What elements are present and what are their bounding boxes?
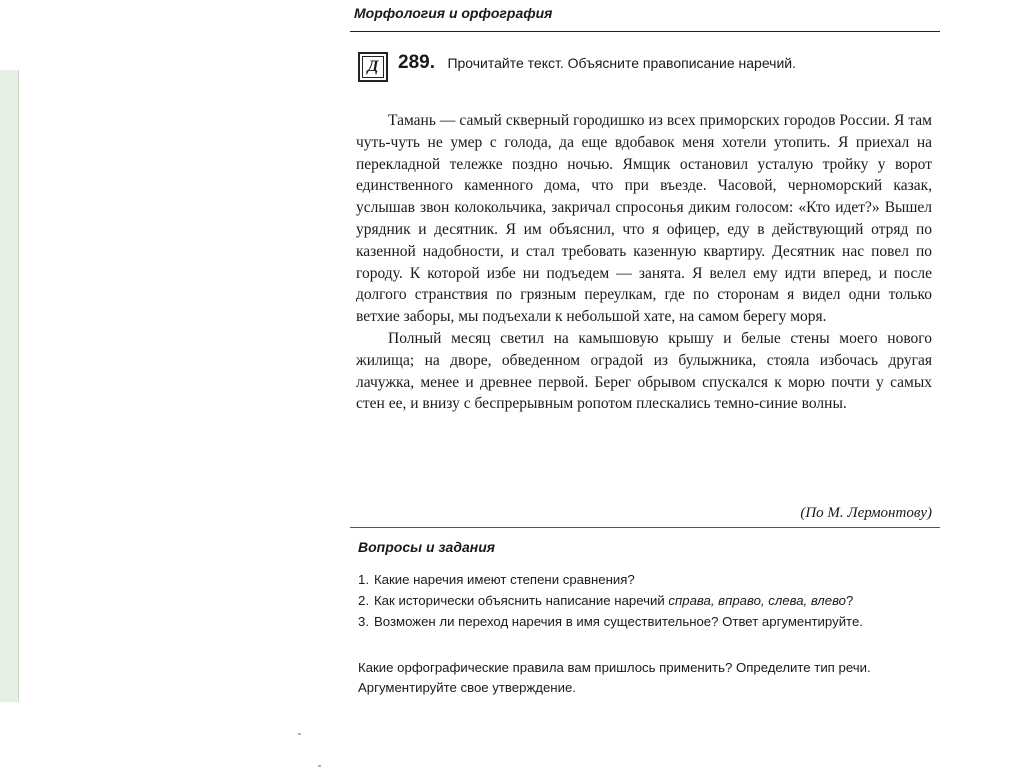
- question-number: 3.: [358, 614, 369, 629]
- question-item: [358, 569, 936, 590]
- paragraph-2: Полный месяц светил на камышовую крышу и белые стены моего нового жилища; на дворе, обведенном оградой из булыжника, стояла избочась другая лачужка, менее и древнее первой. Берег обрывом спускался к морю почти у самых стен ее, и внизу с беспрерывным ропотом плескались темно-синие волны.: [356, 329, 932, 413]
- exercise-heading: [398, 52, 796, 74]
- textbook-page: [350, 0, 940, 768]
- left-margin-strip: [0, 70, 19, 702]
- scan-speck: [298, 733, 301, 735]
- questions-title: Вопросы и задания: [358, 539, 496, 555]
- question-number: 1.: [358, 572, 369, 587]
- paragraph-1: Тамань — самый скверный городишко из всех приморских городов России. Я там чуть-чуть не умер с голода, да еще вдобавок меня хотели утопить. Я приехал на перекладной тележке поздно ночью. Ямщик остановил усталую тройку у ворот единственного каменного дома, что при въезде. Часовой, черноморский казак, услышав звон колокольчика, закричал спросонья диким голосом: «Кто идет?» Вышел урядник и десятник. Я им объяснил, что я офицер, еду в действующий отряд по казенной надобности, и стал требовать казенную квартиру. Десятник нас повел по городу. К которой избе ни подъедем — занята. Я велел ему идти вперед, и после долгого странствия по грязным переулкам, где по сторонам я видел одни только ветхие заборы, мы подъехали к небольшой хате, на самом берегу моря.: [356, 112, 932, 326]
- question-number: 2.: [358, 593, 369, 608]
- question-text: Возможен ли переход наречия в имя существительное? Ответ аргументируйте.: [374, 614, 863, 629]
- question-text: Как исторически объяснить написание наречий справа, вправо, слева, влево?: [374, 593, 854, 608]
- scan-speck: [318, 765, 321, 767]
- attribution: (По М. Лермонтову): [800, 505, 932, 521]
- reading-text: [356, 110, 932, 415]
- question-item: [358, 611, 936, 632]
- question-text: Какие наречия имеют степени сравнения?: [374, 572, 635, 587]
- running-head: Морфология и орфография: [354, 5, 553, 21]
- section-divider: [350, 527, 940, 528]
- exercise-number: 289.: [398, 52, 435, 73]
- question-item: [358, 590, 936, 611]
- badge-letter: Д: [362, 56, 384, 78]
- header-divider: [350, 31, 940, 32]
- final-task: Какие орфографические правила вам пришлось применить? Определите тип речи. Аргументируйте свое утверждение.: [358, 660, 871, 695]
- emphasized-adverbs: справа, вправо, слева, влево: [668, 593, 847, 608]
- exercise-type-badge: [358, 52, 388, 82]
- question-list: [358, 569, 936, 632]
- exercise-instruction: Прочитайте текст. Объясните правописание наречий.: [447, 55, 796, 71]
